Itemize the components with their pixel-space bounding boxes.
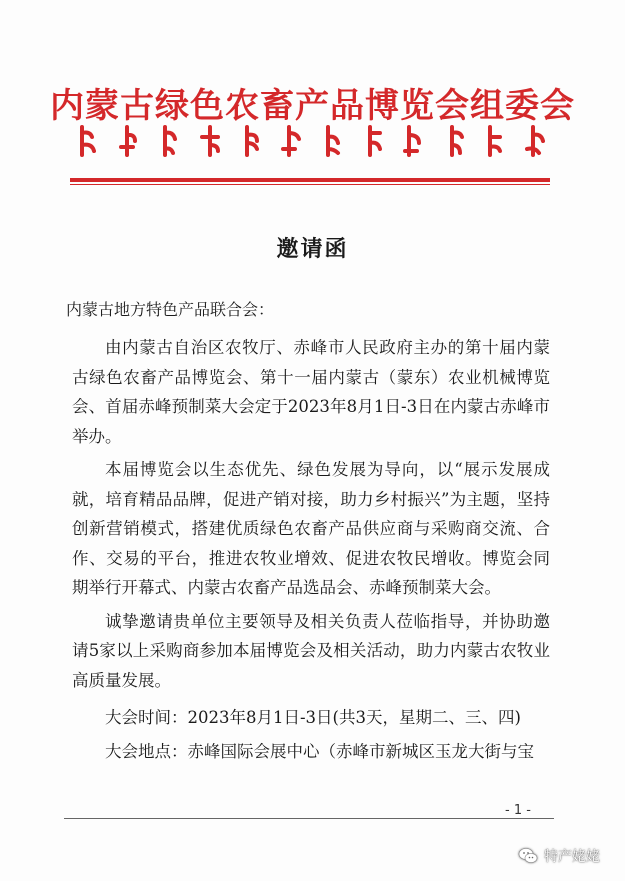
wechat-icon	[518, 847, 538, 865]
red-header-rule-thin	[70, 184, 550, 185]
wechat-watermark	[518, 846, 600, 866]
mongolian-glyph	[159, 125, 181, 159]
letter-body	[72, 333, 550, 770]
paragraph-theme: 本届博览会以生态优先、绿色发展为导向，以“展示发展成就，培育精品品牌，促进产销对接，助力乡村振兴”为主题，坚持创新营销模式，搭建优质绿色农畜产品供应商与采购商交流、合作、交易的平台，推进农牧业增效、促进农牧民增收。博览会同期举行开幕式、内蒙古农畜产品选品会、赤峰预制菜大会。	[72, 460, 550, 597]
mongolian-script-title	[78, 125, 547, 163]
red-header-rule	[70, 178, 550, 182]
page-number: - 1 -	[505, 803, 531, 818]
mongolian-glyph	[525, 125, 547, 159]
mongolian-glyph	[200, 125, 222, 159]
mongolian-glyph	[484, 125, 506, 159]
mongolian-glyph	[444, 125, 466, 159]
mongolian-glyph	[281, 125, 303, 159]
paragraph-invitation: 诚挚邀请贵单位主要领导及相关负责人莅临指导，并协助邀请5家以上采购商参加本届博览会及相关活动，助力内蒙古农牧业高质量发展。	[72, 611, 550, 690]
mongolian-glyph	[241, 125, 263, 159]
mongolian-glyph	[362, 125, 384, 159]
mongolian-glyph	[78, 125, 100, 159]
salutation: 内蒙古地方特色产品联合会：	[66, 300, 275, 319]
mongolian-glyph	[119, 125, 141, 159]
footer-rule	[64, 818, 554, 819]
paragraph-intro: 由内蒙古自治区农牧厅、赤峰市人民政府主办的第十届内蒙古绿色农畜产品博览会、第十一届内蒙古（蒙东）农业机械博览会、首届赤峰预制菜大会定于2023年8月1日-3日在内蒙古赤峰市举办。	[72, 338, 550, 446]
event-location: 大会地点：赤峰国际会展中心（赤峰市新城区玉龙大街与宝	[105, 741, 534, 761]
account-name: 特产姥姥	[544, 849, 600, 865]
mongolian-glyph	[322, 125, 344, 159]
mongolian-glyph	[403, 125, 425, 159]
document-heading: 邀请函	[276, 236, 349, 262]
event-time: 大会时间：2023年8月1日-3日(共3天，星期二、三、四)	[105, 708, 521, 727]
organization-title: 内蒙古绿色农畜产品博览会组委会	[50, 86, 575, 126]
